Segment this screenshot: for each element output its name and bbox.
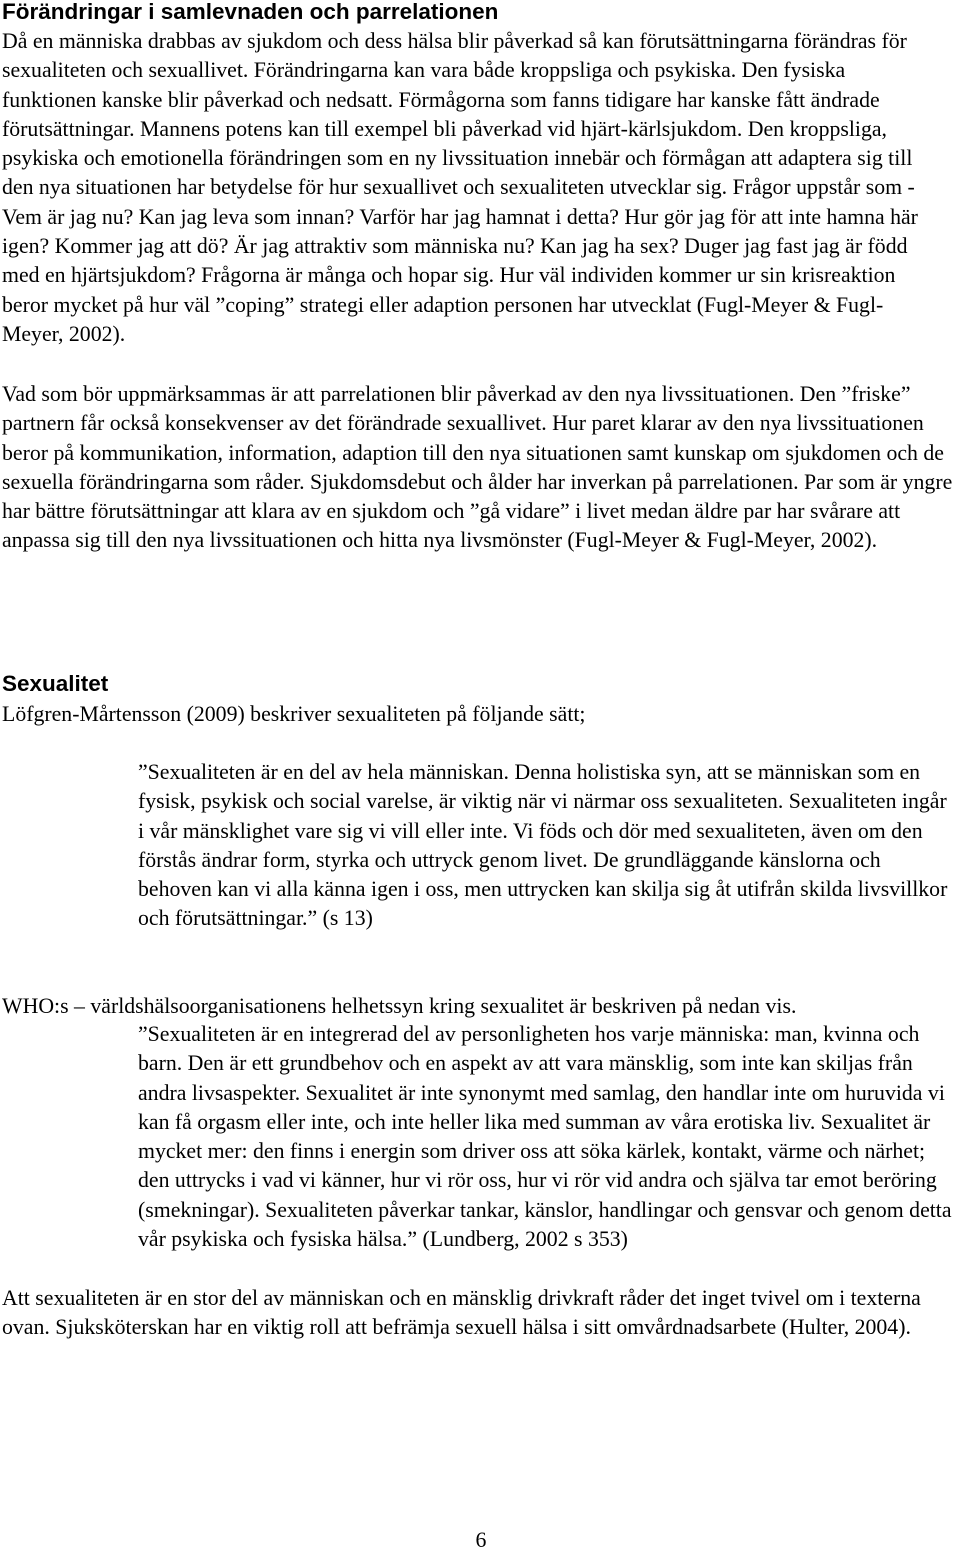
paragraph-conclusion: Att sexualiteten är en stor del av människan och en mänsklig drivkraft råder det inget tvivel om i texterna ovan. Sjuksköterskan har en viktig roll att befrämja sexuell hälsa i sitt omvårdnadsarbete (Hulter, 2004).	[2, 1286, 921, 1340]
page-number: 6	[475, 1528, 487, 1552]
paragraph-couple-relationship: Vad som bör uppmärksammas är att parrelationen blir påverkad av den nya livssituationen. Den ”friske” partnern får också konsekvenser av det förändrade sexuallivet. Hur paret klarar av den nya livssituationen beror på kommunikation, information, adaption till den nya situationen samt kunskap om sjukdomen och de sexuella förändringarna som råder. Sjukdomsdebut och ålder har inverkan på parrelationen. Par som är yngre har bättre förutsättningar att klara av en sjukdom och ”gå vidare” i livet medan äldre par har svårare att anpassa sig till den nya livssituationen och hitta nya livsmönster (Fugl-Meyer & Fugl-Meyer, 2002).	[2, 382, 953, 553]
blockquote-lofgren: ”Sexualiteten är en del av hela människan. Denna holistiska syn, att se människan som en fysisk, psykisk och social varelse, är viktig när vi närmar oss sexualiteten. Sexualiteten ingår i vår mänsklighet vare sig vi vill eller inte. Vi föds och dör med sexualiteten, även om den förstås ändrar form, styrka och uttryck genom livet. De grundläggande känslorna och behoven kan vi alla känna igen i oss, men uttrycken kan skilja sig åt utifrån skilda livsvillkor och förutsättningar.” (s 13)	[138, 760, 948, 931]
paragraph-illness-and-sexuality: Då en människa drabbas av sjukdom och dess hälsa blir påverkad så kan förutsättningarna förändras för sexualiteten och sexuallivet. Förändringarna kan vara både kroppsliga och psykiska. Den fysiska funktionen kanske blir påverkad och nedsatt. Förmågorna som fanns tidigare har kanske fått ändrade förutsättningar. Mannens potens kan till exempel bli påverkad vid hjärt-kärlsjukdom. Den kroppsliga, psykiska och emotionella förändringen som en ny livssituation innebär och förmågan att adaptera sig till den nya situationen har betydelse för hur sexuallivet och sexualiteten utvecklar sig. Frågor uppstår som - Vem är jag nu? Kan jag leva som innan? Varför har jag hamnat i detta? Hur gör jag för att inte hamna här igen? Kommer jag att dö? Är jag attraktiv som människa nu? Kan jag ha sex? Duger jag fast jag är född med en hjärtsjukdom? Frågorna är många och hopar sig. Hur väl individen kommer ur sin krisreaktion beror mycket på hur väl ”coping” strategi eller adaption personen har utvecklat (Fugl-Meyer & Fugl-Meyer, 2002).	[2, 29, 918, 346]
section-heading-sexuality: Sexualitet	[2, 671, 109, 696]
blockquote-who-lundberg: ”Sexualiteten är en integrerad del av personligheten hos varje människa: man, kvinna och barn. Den är ett grundbehov och en aspekt av att vara mänsklig, som inte kan skiljas från andra livsaspekter. Sexualitet är inte synonymt med samlag, den handlar inte om huruvida vi kan få orgasm eller inte, och inte heller lika med summan av våra erotiska liv. Sexualitet är mycket mer: den finns i energin som driver oss att söka kärlek, kontakt, värme och närhet; den uttrycks i vad vi känner, hur vi rör oss, hur vi rör vid andra och själva tar emot beröring (smekningar). Sexualiteten påverkar tankar, känslor, handlingar och gensvar och genom detta vår psykiska och fysiska hälsa.” (Lundberg, 2002 s 353)	[138, 1022, 952, 1252]
paragraph-who-intro: WHO:s – världshälsoorganisationens helhetssyn kring sexualitet är beskriven på nedan vis.	[2, 994, 797, 1018]
paragraph-lofgren-intro: Löfgren-Mårtensson (2009) beskriver sexualiteten på följande sätt;	[2, 702, 586, 726]
section-heading-relationship-changes: Förändringar i samlevnaden och parrelationen	[2, 0, 499, 24]
